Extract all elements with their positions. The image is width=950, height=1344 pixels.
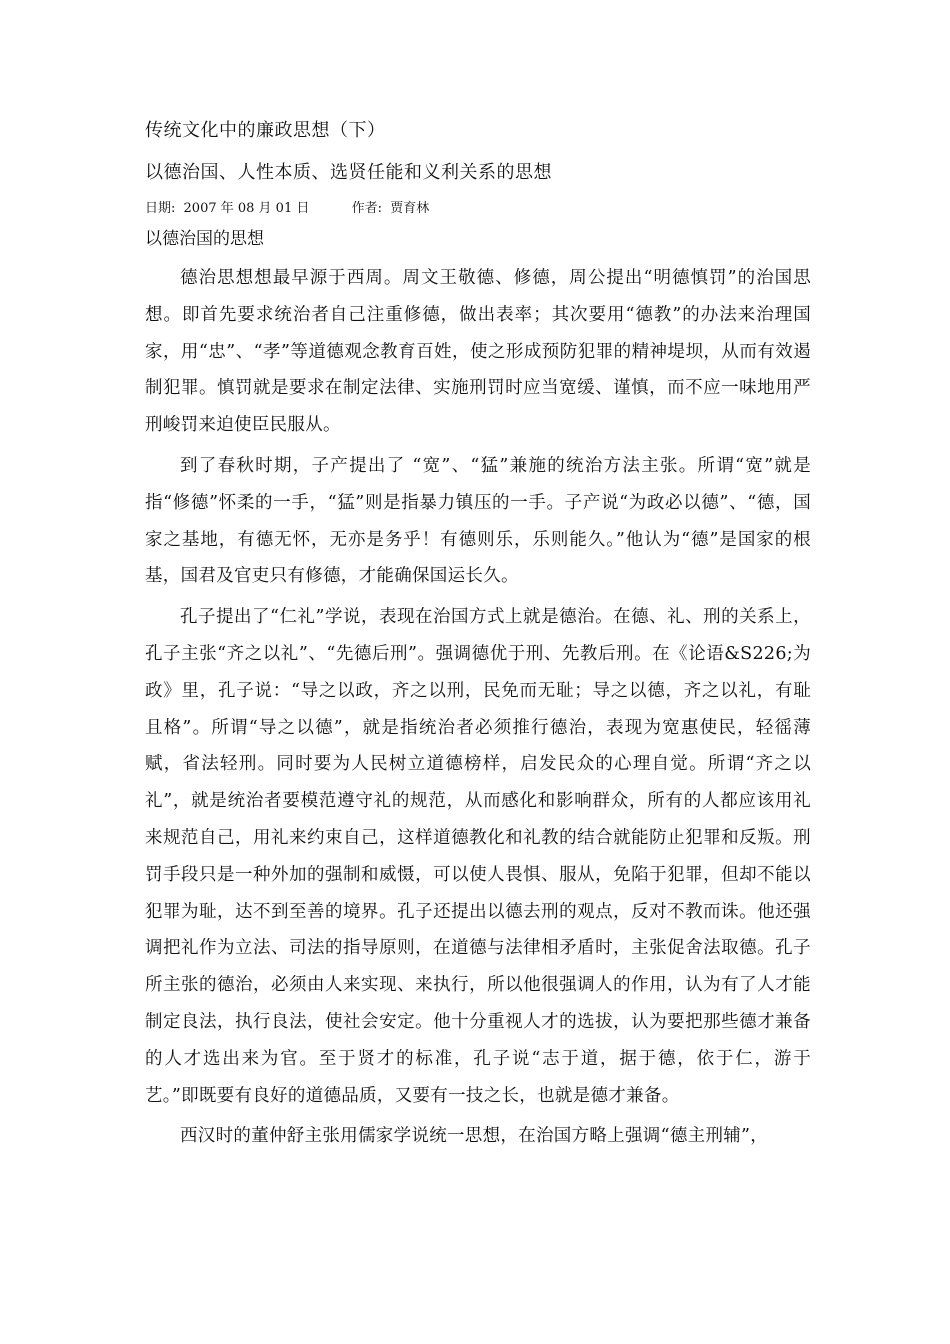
paragraph-3: 孔子提出了“仁礼”学说，表现在治国方式上就是德治。在德、礼、刑的关系上，孔子主张“齐之以礼”、“先德后刑”。强调德优于刑、先教后刑。在《论语&S226;为政》里，孔子说：“导之以政，齐之以刑，民免而无耻；导之以德，齐之以礼，有耻且格”。所谓“导之以德”，就是指统治者必须推行德治，表现为宽惠使民，轻徭薄赋，省法轻刑。同时要为人民树立道德榜样，启发民众的心理自觉。所谓“齐之以礼”，就是统治者要模范遵守礼的规范，从而感化和影响群众，所有的人都应该用礼来规范自己，用礼来约束自己，这样道德教化和礼教的结合就能防止犯罪和反叛。刑罚手段只是一种外加的强制和威慑，可以使人畏惧、服从，免陷于犯罪，但却不能以犯罪为耻，达不到至善的境界。孔子还提出以德去刑的观点，反对不教而诛。他还强调把礼作为立法、司法的指导原则，在道德与法律相矛盾时，主张促舍法取德。孔子所主张的德治，必须由人来实现、来执行，所以他很强调人的作用，认为有了人才能制定良法，执行良法，使社会安定。他十分重视人才的选拔，认为要把那些德才兼备的人才选出来为官。至于贤才的标准，孔子说“志于道，据于德，依于仁，游于艺。”即既要有良好的道德品质，又要有一技之长，也就是德才兼备。 [145,607,811,1106]
document-meta [145,200,811,218]
author-label: 作者: [351,201,383,216]
section-heading: 以德治国的思想 [145,229,264,249]
date-label: 日期: [145,201,176,216]
paragraph-4: 西汉时的董仲舒主张用儒家学说统一思想，在治国方略上强调“德主刑辅”， [180,1126,769,1147]
document-subtitle: 以德治国、人性本质、选贤任能和义利关系的思想 [145,162,552,183]
paragraph-1: 德治思想想最早源于西周。周文王敬德、修德，周公提出“明德慎罚”的治国思想。即首先要求统治者自己注重修德，做出表率；其次要用“德教”的办法来治理国家，用“忠”、“孝”等道德观念教育百姓，使之形成预防犯罪的精神堤坝，从而有效遏制犯罪。慎罚就是要求在制定法律、实施刑罚时应当宽缓、谨慎，而不应一味地用严刑峻罚来迫使臣民服从。 [145,268,811,436]
date-value: 2007 年 08 月 01 日 [183,201,310,216]
author-value: 贾育林 [390,201,430,216]
paragraph-2: 到了春秋时期，子产提出了 “宽”、“猛”兼施的统治方法主张。所谓“宽”就是指“修德”怀柔的一手，“猛”则是指暴力镇压的一手。子产说“为政必以德”、“德，国家之基地，有德无怀，无亦是务乎！有德则乐，乐则能久。”他认为“德”是国家的根基，国君及官吏只有修德，才能确保国运长久。 [145,455,811,587]
document-title: 传统文化中的廉政思想（下） [145,120,386,141]
document-page [145,118,811,1159]
